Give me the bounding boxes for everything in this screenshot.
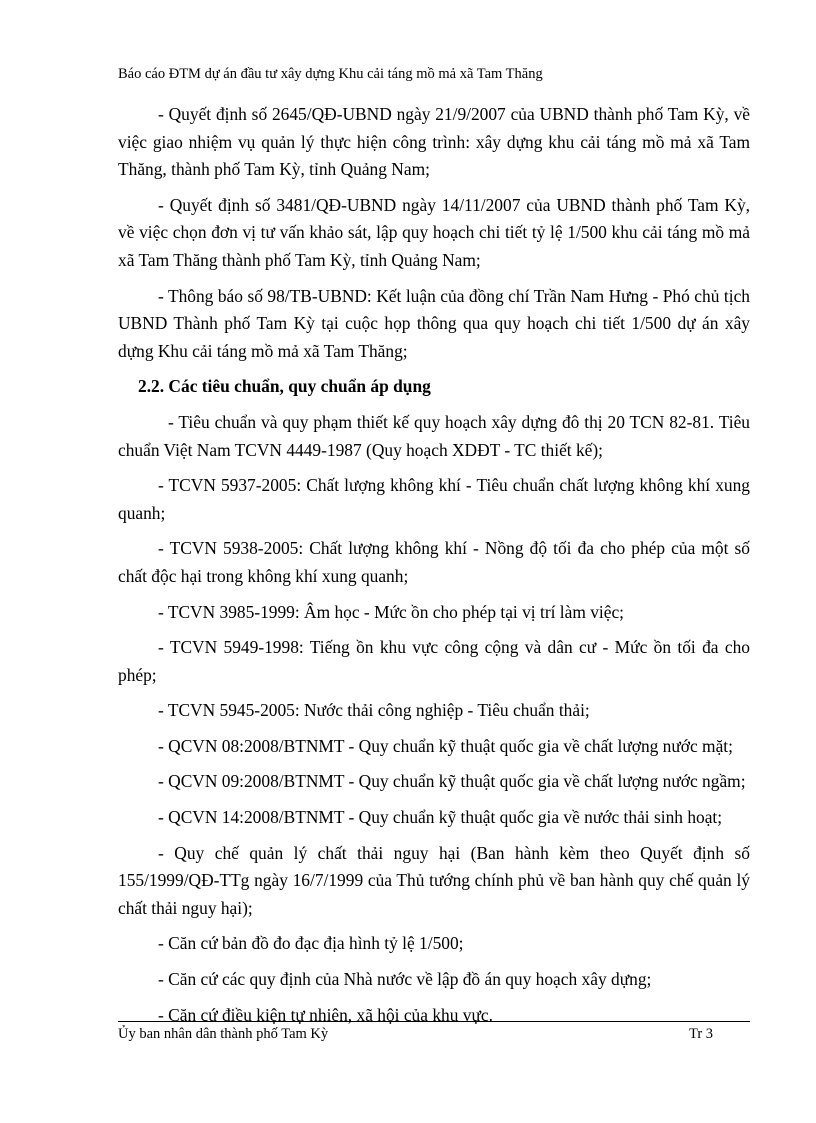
paragraph-state-regulations: - Căn cứ các quy định của Nhà nước về lập đồ án quy hoạch xây dựng; [158, 969, 652, 990]
paragraph-standard-20tcn: - Tiêu chuẩn và quy phạm thiết kế quy hoạch xây dựng đô thị 20 TCN 82-81. Tiêu chuẩn Việt Nam TCVN 4449-1987 (Quy hoạch XDĐT - TC thiết kế); [118, 411, 750, 460]
paragraph-qcvn-09: - QCVN 09:2008/BTNMT - Quy chuẩn kỹ thuật quốc gia về chất lượng nước ngầm; [158, 771, 746, 792]
paragraph-tcvn-5938: - TCVN 5938-2005: Chất lượng không khí - Nồng độ tối đa cho phép của một số chất độc hại trong không khí xung quanh; [118, 538, 750, 586]
paragraph-qcvn-08: - QCVN 08:2008/BTNMT - Quy chuẩn kỹ thuật quốc gia về chất lượng nước mặt; [158, 735, 733, 756]
footer-divider [118, 1021, 750, 1022]
footer-organization: Ủy ban nhân dân thành phố Tam Kỳ [118, 1026, 329, 1042]
page-number: Tr 3 [689, 1026, 714, 1042]
paragraph-decision-3481: - Quyết định số 3481/QĐ-UBND ngày 14/11/2007 của UBND thành phố Tam Kỳ, về việc chọn đơn vị tư vấn khảo sát, lập quy hoạch chi tiết tỷ lệ 1/500 khu cải táng mồ mả xã Tam Thăng thành phố Tam Kỳ, tỉnh Quảng Nam; [118, 194, 750, 270]
section-heading: 2.2. Các tiêu chuẩn, quy chuẩn áp dụng [138, 376, 431, 397]
paragraph-tcvn-5949: - TCVN 5949-1998: Tiếng ồn khu vực công cộng và dân cư - Mức ồn tối đa cho phép; [118, 637, 750, 685]
page-header: Báo cáo ĐTM dự án đầu tư xây dựng Khu cải táng mồ mả xã Tam Thăng [118, 66, 543, 82]
paragraph-hazardous-waste: - Quy chế quản lý chất thải nguy hại (Ban hành kèm theo Quyết định số 155/1999/QĐ-TTg ngày 16/7/1999 của Thủ tướng chính phủ về ban hành quy chế quản lý chất thải nguy hại); [118, 842, 750, 918]
paragraph-natural-conditions: - Căn cứ điều kiện tự nhiên, xã hội của khu vực. [158, 1004, 493, 1025]
paragraph-qcvn-14: - QCVN 14:2008/BTNMT - Quy chuẩn kỹ thuật quốc gia về nước thải sinh hoạt; [158, 807, 723, 828]
paragraph-topographic-map: - Căn cứ bản đồ đo đạc địa hình tỷ lệ 1/500; [158, 933, 464, 954]
document-body [118, 101, 750, 1037]
paragraph-tcvn-5945: - TCVN 5945-2005: Nước thải công nghiệp - Tiêu chuẩn thải; [158, 700, 590, 721]
paragraph-tcvn-3985: - TCVN 3985-1999: Âm học - Mức ồn cho phép tại vị trí làm việc; [158, 601, 625, 622]
paragraph-notice-98: - Thông báo số 98/TB-UBND: Kết luận của đồng chí Trần Nam Hưng - Phó chủ tịch UBND Thành phố Tam Kỳ tại cuộc họp thông qua quy hoạch chi tiết 1/500 dự án xây dựng Khu cải táng mồ mả xã Tam Thăng; [118, 285, 750, 361]
paragraph-tcvn-5937: - TCVN 5937-2005: Chất lượng không khí - Tiêu chuẩn chất lượng không khí xung quanh; [118, 475, 750, 523]
paragraph-decision-2645: - Quyết định số 2645/QĐ-UBND ngày 21/9/2007 của UBND thành phố Tam Kỳ, về việc giao nhiệm vụ quản lý thực hiện công trình: xây dựng khu cải táng mồ mả xã Tam Thăng, thành phố Tam Kỳ, tỉnh Quảng Nam; [118, 104, 750, 180]
